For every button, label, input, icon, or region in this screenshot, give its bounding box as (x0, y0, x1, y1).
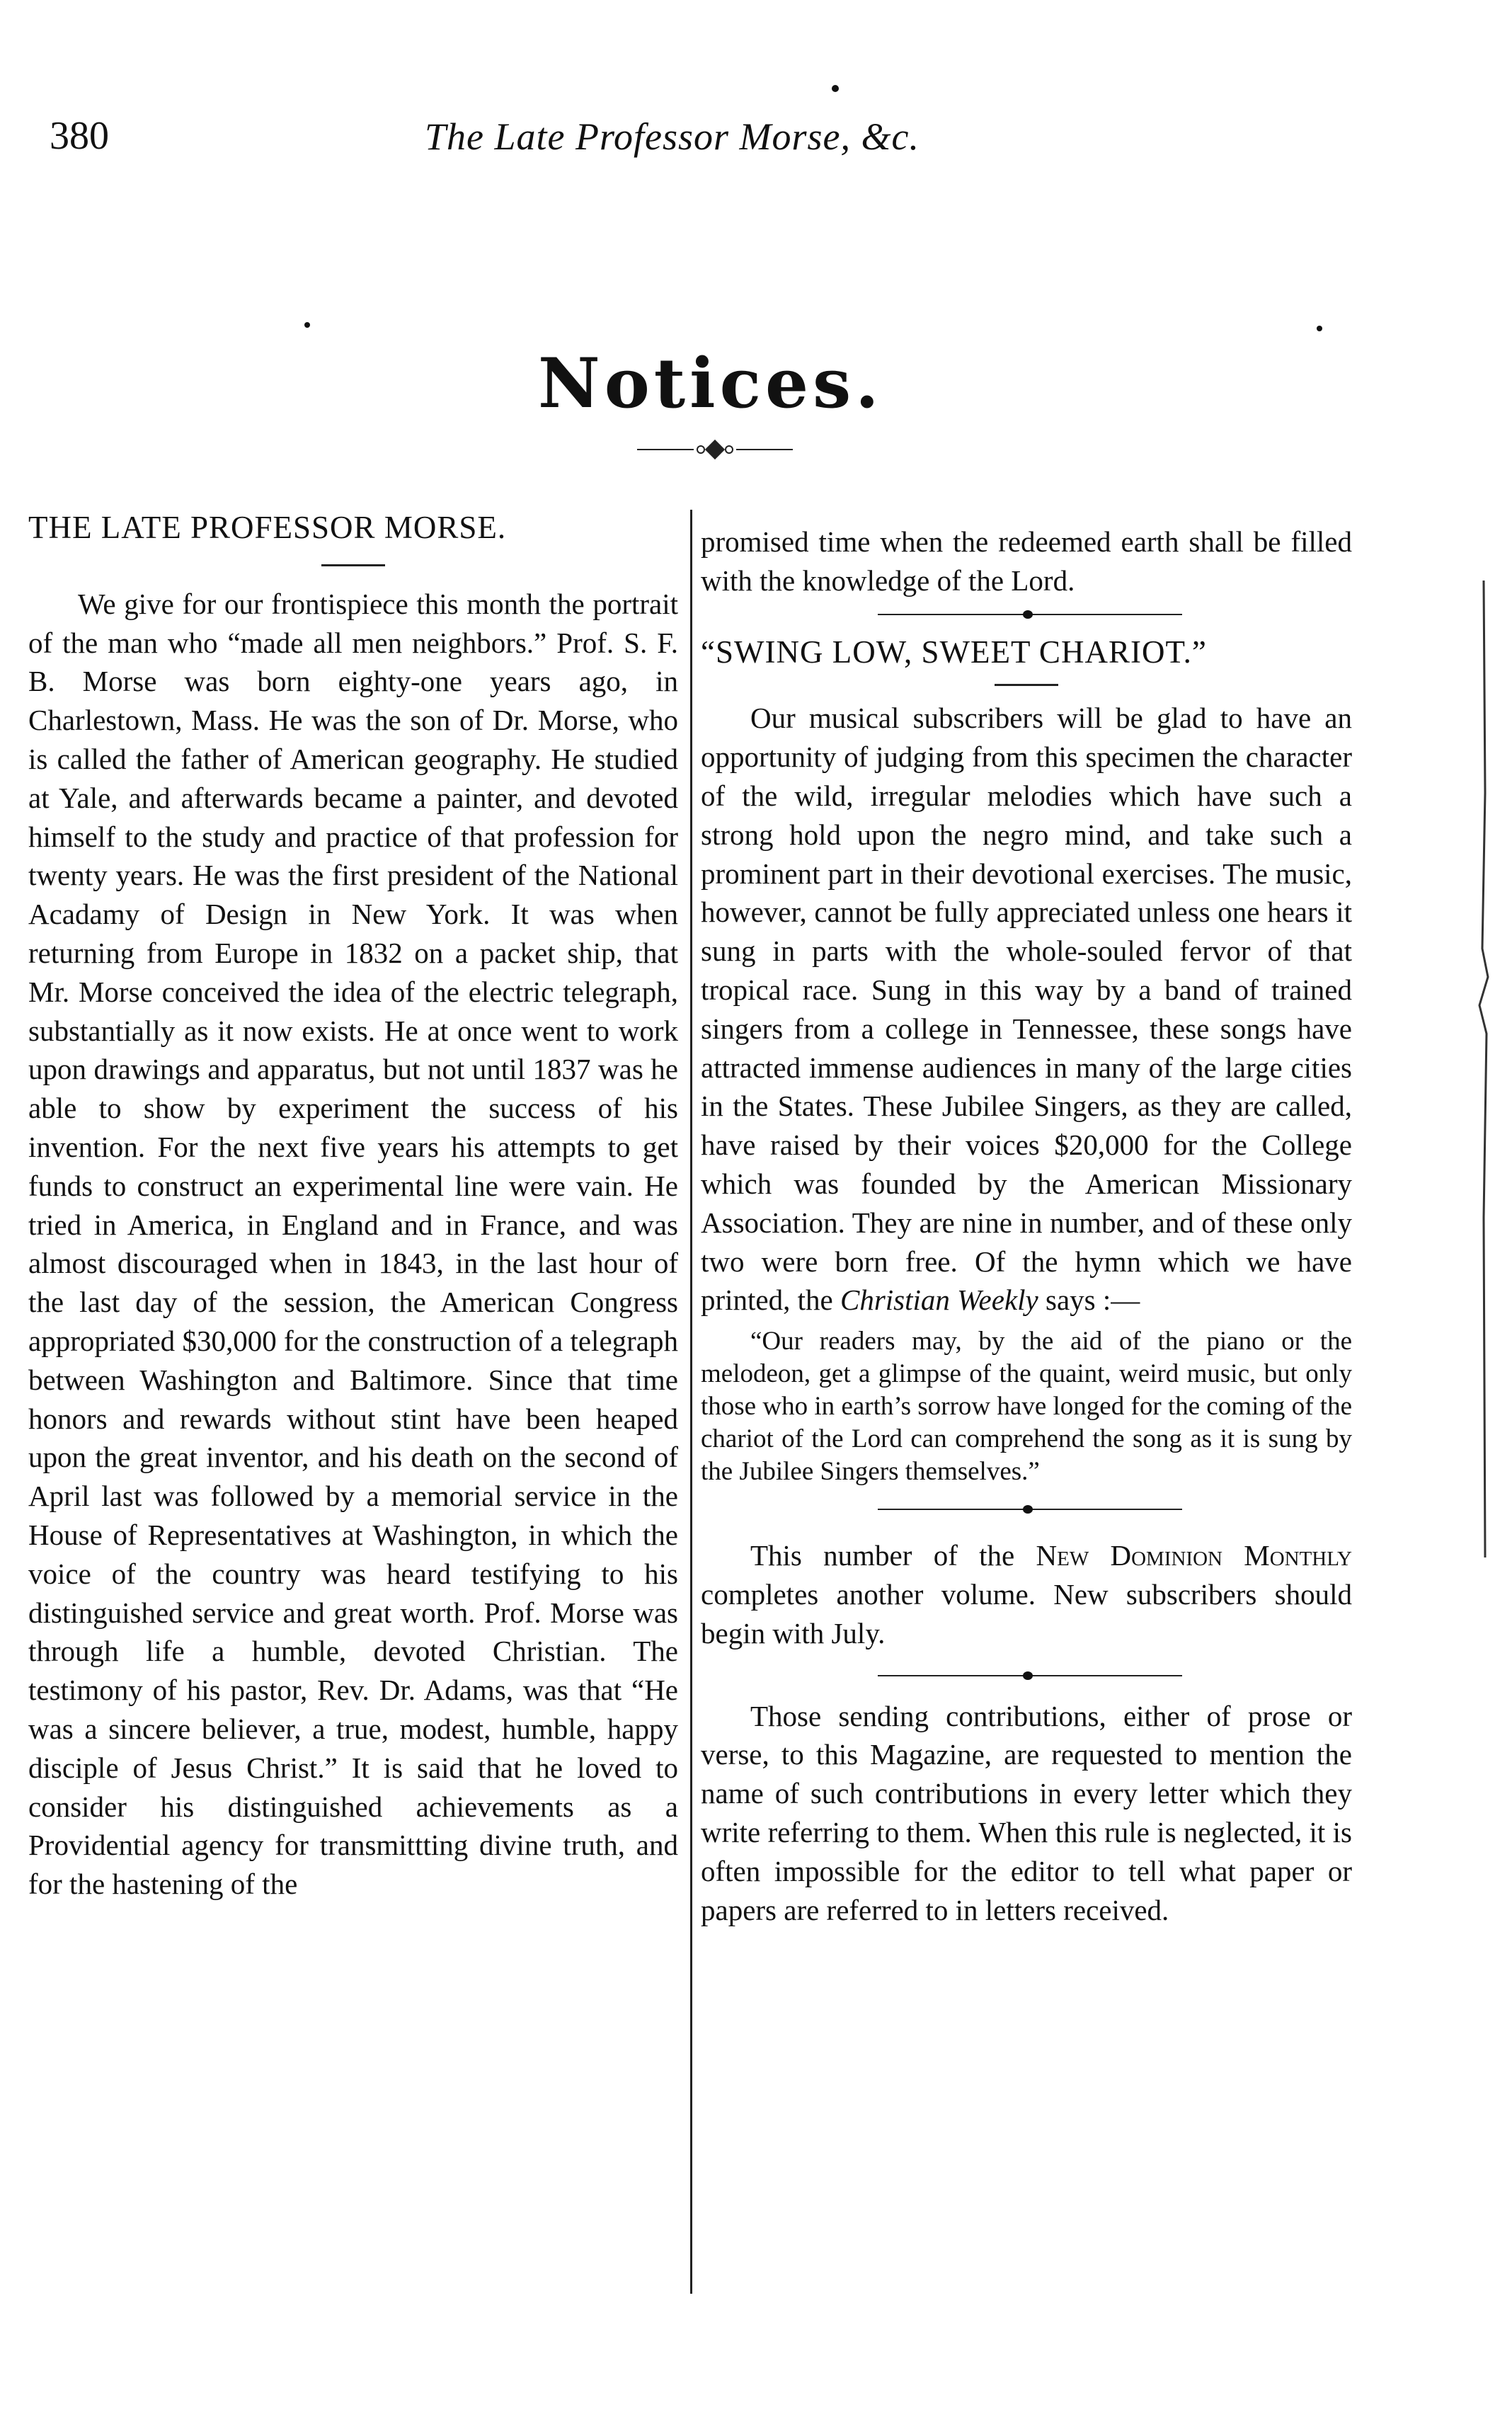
article-title-morse: THE LATE PROFESSOR MORSE. (28, 510, 507, 545)
article-body-morse: We give for our frontispiece this month the portrait of the man who “made all men neighbors.” Prof. S. F. B. Morse was born eighty-one years ago, in Charlestown, Mass. He was the son of Dr. Morse, who is called the father of American geography. He studied at Yale, and afterwards became a painter, and devoted himself to the study and practice of that profession for twenty years. He was the first president of the National Acadamy of Design in New York. It was when returning from Europe in 1832 on a packet ship, that Mr. Morse conceived the idea of the electric telegraph, substantially as it now exists. He at once went to work upon drawings and apparatus, but not until 1837 was he able to show by experiment the success of his invention. For the next five years his attempts to get funds to construct an experimental line were vain. He tried in America, in England and in France, and was almost discouraged when in 1843, in the last hour of the last day of the session, the American Congress appropriated $30,000 for the construction of a telegraph between Washington and Baltimore. Since that time honors and rewards without stint have been heaped upon the great inventor, and his death on the second of April last was followed by a memorial service in the House of Representatives at Washington, in which the voice of the country was heard testifying to his distinguished service and great worth. Prof. Morse was through life a humble, devoted Christian. The testimony of his pastor, Rev. Dr. Adams, was that “He was a sincere believer, a true, modest, humble, happy disciple of Jesus Christ.” It is said that he loved to consider his distinguished achievements as a Providential agency for transmittting divine truth, and for the hastening of the (28, 587, 678, 1901)
volume-notice (701, 1536, 1352, 1652)
column-rule (690, 510, 692, 2294)
continuation-text: promised time when the redeemed earth shall be filled with the knowledge of the Lord. (701, 525, 1352, 597)
volume-notice-lead: This number of the (750, 1539, 1036, 1572)
title-rule (995, 684, 1058, 686)
section-title: Notices. (538, 343, 883, 423)
source-says: says :— (1038, 1284, 1140, 1317)
volume-notice-rest: completes another volume. New subscribers should begin with July. (701, 1577, 1352, 1650)
running-title: The Late Professor Morse, &c. (425, 115, 920, 158)
magazine-name: New Dominion Monthly (1036, 1539, 1352, 1572)
contributions-notice: Those sending contributions, either of prose or verse, to this Magazine, are requested to mention the name of such contributions in every letter which they write referring to them. When this rule is neglected, it is often impossible for the editor to tell what paper or papers are referred to in letters received. (701, 1699, 1352, 1926)
scan-speck (1317, 326, 1322, 331)
quotation: “Our readers may, by the aid of the piano or the melodeon, get a glimpse of the quaint, weird music, but only those who in earth’s sorrow have longed for the coming of the chariot of the Lord can comprehend the song as it is sung by the Jubilee Singers themselves.” (701, 1327, 1352, 1487)
page-number: 380 (50, 114, 109, 158)
right-column (701, 522, 1352, 1929)
title-rule (321, 564, 385, 566)
separator-rule (701, 1662, 1352, 1690)
separator-rule (701, 600, 1352, 629)
source-publication: Christian Weekly (840, 1284, 1038, 1317)
left-column (28, 508, 678, 1904)
running-head (42, 106, 1048, 170)
scan-speck (832, 85, 839, 92)
article-body-chariot (701, 699, 1352, 1320)
article-body-chariot-text: Our musical subscribers will be glad to have an opportunity of judging from this specimen the character of the wild, irregular melodies which have such a strong hold upon the negro mind, and take such a prominent part in their devotional exercises. The music, however, cannot be fully appreciated unless one hears it sung in parts with the whole-souled fervor of that tropical race. Sung in this way by a band of trained singers from a college in Tennessee, these songs have attracted immense audiences in many of the large cities in the States. These Jubilee Singers, as they are called, have raised by their voices $20,000 for the College which was founded by the American Missionary Association. They are nine in number, and of these only two were born free. Of the hymn which we have printed, the (701, 702, 1352, 1317)
scan-edge-mark (1470, 581, 1498, 1557)
article-title-chariot: “SWING LOW, SWEET CHARIOT.” (701, 634, 1207, 670)
scan-speck (304, 322, 310, 328)
separator-rule (701, 1495, 1352, 1523)
ornament-divider-icon (623, 439, 807, 460)
